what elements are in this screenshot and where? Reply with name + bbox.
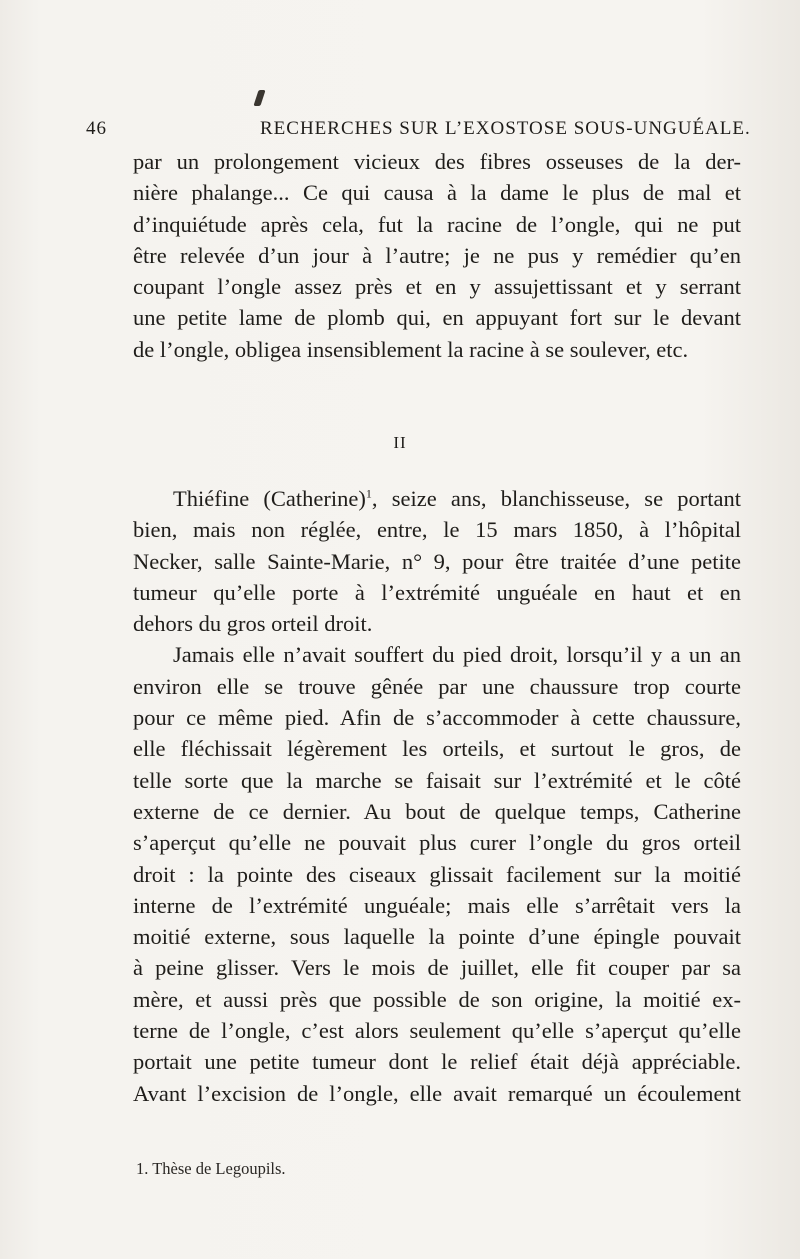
- text-line: être relevée d’un jour à l’autre; je ne pus y remédier qu’en: [133, 242, 741, 268]
- text-line: mère, et aussi près que possible de son origine, la moitié ex-: [133, 986, 741, 1012]
- text-line: elle fléchissait légèrement les orteils, et surtout le gros, de: [133, 736, 741, 762]
- text-line: Necker, salle Sainte-Marie, n° 9, pour être traitée d’une petite: [133, 548, 741, 574]
- text-line: s’aperçut qu’elle ne pouvait plus curer l’ongle du gros orteil: [133, 830, 741, 856]
- text-line: d’inquiétude après cela, fut la racine de l’ongle, qui ne put: [133, 211, 741, 237]
- text-line: moitié externe, sous laquelle la pointe d’une épingle pouvait: [133, 924, 741, 950]
- text-line: de l’ongle, obligea insensiblement la racine à se soulever, etc.: [133, 336, 689, 362]
- ink-mark: [253, 90, 265, 106]
- text-line: [133, 483, 741, 514]
- text-line: par un prolongement vicieux des fibres osseuses de la der-: [133, 149, 741, 174]
- text-line: interne de l’extrémité unguéale; mais elle s’arrêtait vers la: [133, 892, 741, 918]
- page-number: 46: [86, 118, 107, 139]
- text-line: externe de ce dernier. Au bout de quelque temps, Catherine: [133, 798, 741, 824]
- text-line: Jamais elle n’avait souffert du pied droit, lorsqu’il y a un an: [173, 642, 741, 668]
- text-line: droit : la pointe des ciseaux glissait facilement sur la moitié: [133, 861, 741, 887]
- text-line: nière phalange... Ce qui causa à la dame le plus de mal et: [133, 180, 741, 206]
- text-fragment: , seize ans, blanchisseuse, se portant: [371, 486, 741, 511]
- text-line: à peine glisser. Vers le mois de juillet, elle fit couper par sa: [133, 955, 741, 981]
- text-line: bien, mais non réglée, entre, le 15 mars 1850, à l’hôpital: [133, 517, 741, 543]
- text-line: pour ce même pied. Afin de s’accommoder à cette chaussure,: [133, 705, 741, 731]
- footnote: 1. Thèse de Legoupils.: [136, 1159, 286, 1178]
- text-line: une petite lame de plomb qui, en appuyant fort sur le devant: [133, 305, 741, 331]
- paragraph-2: [133, 483, 741, 1109]
- patient-name: Thiéfine (Catherine): [173, 486, 366, 511]
- text-line: telle sorte que la marche se faisait sur l’extrémité et le côté: [133, 767, 741, 793]
- paragraph-1: [133, 146, 741, 365]
- text-line: coupant l’ongle assez près et en y assujettissant et y serrant: [133, 274, 741, 300]
- text-line: environ elle se trouve gênée par une chaussure trop courte: [133, 673, 741, 699]
- text-line: terne de l’ongle, c’est alors seulement qu’elle s’aperçut qu’elle: [133, 1018, 741, 1044]
- running-title: RECHERCHES SUR L’EXOSTOSE SOUS-UNGUÉALE.: [260, 118, 751, 139]
- section-heading: II: [393, 433, 407, 452]
- footnote-ref: 1: [365, 486, 372, 501]
- text-line: Avant l’excision de l’ongle, elle avait remarqué un écoulement: [133, 1080, 741, 1106]
- running-header: [86, 118, 751, 142]
- text-line: dehors du gros orteil droit.: [133, 611, 373, 637]
- text-line: tumeur qu’elle porte à l’extrémité unguéale en haut et en: [133, 579, 741, 605]
- text-line: portait une petite tumeur dont le relief était déjà appréciable.: [133, 1049, 741, 1075]
